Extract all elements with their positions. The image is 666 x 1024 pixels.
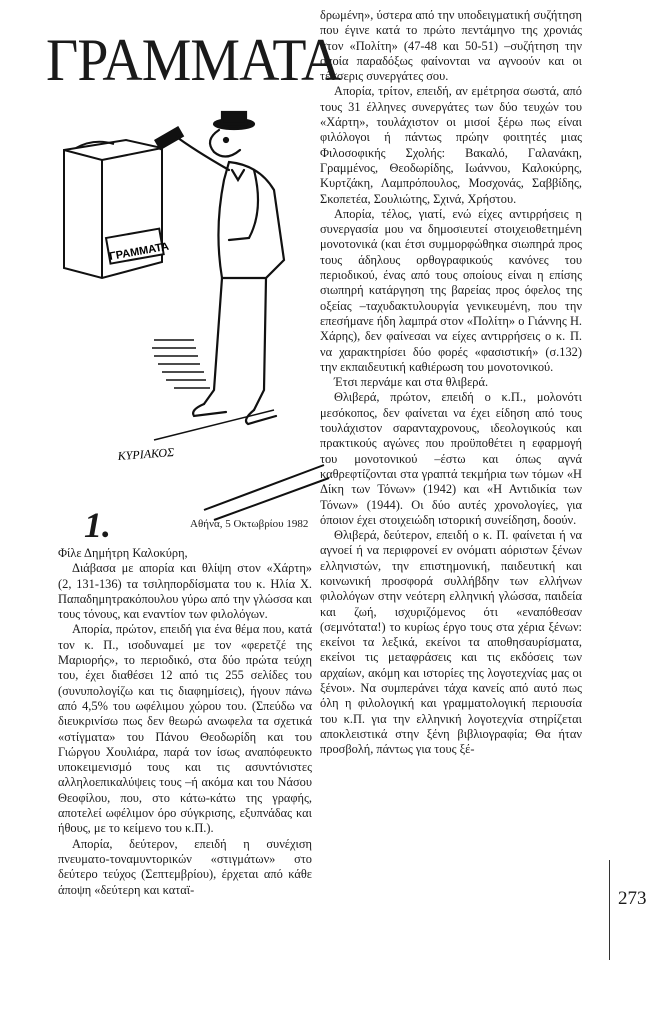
- letter-number: 1.: [84, 505, 111, 545]
- cartoon-illustration: [54, 110, 334, 540]
- shadow-hatching: [152, 340, 210, 388]
- page-number-rule: [609, 860, 610, 960]
- paragraph: Διάβασα με απορία και θλίψη στον «Χάρτη» (2, 131-136) τα τσιληπορδίσματα του κ. Ηλία Χ. Παπαδημητρακόπουλου γύρω από την γλώσσα και τους τόνους, και εναντίον των φιλολόγων.: [58, 561, 312, 622]
- paragraph: Απορία, δεύτερον, επειδή η συνέχιση πνευματο-τοναμυντορικών «στιγμάτων» στο δεύτερο τεύχος (Σεπτεμβρίου), έρχεται από κάθε άποψη «δεύτερη και καταϊ-: [58, 836, 312, 897]
- paragraph: Απορία, τρίτον, επειδή, αν εμέτρησα σωστά, από τους 31 έλληνες συνεργάτες των δύο τευχών του «Χάρτη», τουλάχιστον οι μισοί ξέρω πως είναι φιλόλογοι ή πάντως πρώην φοιτητές μιας Φιλοσοφικής Σχολής: Βακαλό, Γαλανάκη, Γραμμένος, Θεοδωρίδης, Ιωάννου, Καλοκύρης, Κυρτζάκη, Λαμπρόπουλος, Μοσχονάς, Σαββίδης, Σκοπετέα, Σουλιώτης, Σχινά, Χρήστου.: [320, 84, 582, 206]
- page-number: 273: [618, 888, 647, 909]
- salutation: Φίλε Δημήτρη Καλοκύρη,: [58, 546, 188, 560]
- paragraph: Απορία, τέλος, γιατί, ενώ είχες αντιρρήσεις η συνεργασία μου να δημοσιευτεί στοιχειοθετημένη μονοτονικά (και έτσι συμμορφώθηκα σιωπηρά προς τους άδηλους ορθογραφικούς κανόνες του περιοδικού, ένας από τους οποίους είναι η επίσης σιωπηρή κατάργηση της βαρείας προς όφελος της οξείας –ταχυδακτυλουργία γενικευμένη, που την επεσήμανε ήδη λαμπρά στον «Πολίτη» ο Γιάννης Η. Χάρης), δεν φαίνεσαι να είχες αντιρρήσεις ο κ. Π. να χαρακτηρίσει δύο φορές «φασιστική» (σ.132) την εκπαιδευτική καθιέρωση του μονοτονικού.: [320, 206, 582, 374]
- mailbox-label: ΓΡΑΜΜΑΤΑ: [108, 240, 170, 263]
- man-figure: [174, 112, 284, 424]
- letter-dateline: Αθήνα, 5 Οκτωβρίου 1982: [190, 518, 309, 530]
- section-title: ΓΡΑΜΜΑΤΑ: [46, 27, 341, 93]
- right-column: [320, 8, 582, 758]
- artist-signature: ΚΥΡΙΑΚΟΣ: [117, 445, 175, 463]
- paragraph: Απορία, πρώτον, επειδή για ένα θέμα που, κατά τον κ. Π., ισοδυναμεί με τον «φερετζέ της Μαριορής», το περιοδικό, στα δύο πρώτα τεύχη του, έχει διαθέσει 12 από τις 255 σελίδες του (συνυπολογίζω και τις διαφημίσεις), ήγουν πάνω από 4,5% του ωφέλιμου χώρου του. (Σπεύδω να διευκρινίσω πως δεν θεωρώ ανωφελα τα σχετικά «στίγματα» του Πάνου Θεοδωρίδη και του Γιώργου Χουλιάρα, παρά τον ίσως αναπόφευκτο υποκειμενισμό τους και τις ασυντόνιστες αλληλοεπικαλύψεις τους –ή ακόμα και του Νάσου Θεοφίλου, που, στο κάτω-κάτω της γραφής, αποτελεί ωφέλιμον όρο σύγκρισης, εξυπνάδας και ήθους, με το κείμενο του κ.Π.).: [58, 622, 312, 836]
- left-column: [58, 546, 312, 898]
- paragraph: Έτσι περνάμε και στα θλιβερά.: [334, 375, 489, 390]
- paragraph: δρωμένη», ύστερα από την υποδειγματική συζήτηση που έγινε κατά το πρώτο πεντάμηνο της χρονιάς στον «Πολίτη» (47-48 και 50-51) –συζήτηση την οποία παραδόξως φαίνονται να αγνοούν και οι τέσσερις συνεργάτες σου.: [320, 8, 582, 84]
- paragraph: Θλιβερά, δεύτερον, επειδή ο κ. Π. φαίνεται ή να αγνοεί ή να περιφρονεί εν ονόματι αόριστων ξένων ελληνιστών, την επιστημονική, παιδευτική και κοινωνική προσφορά συλλήβδην των ελλήνων φιλολόγων στην νεότερη ελληνική γλώσσα, παιδεία και ζωή, ισχυριζόμενος ότι «εναπόθεσαν (σεμνότατα!) το κυρίως έργο τους στα χέρια ξένων: εκείνοι τα λεξικά, εκείνοι τα αποθησαυρίσματα, εκείνοι τις μεταφράσεις και τις εκδόσεις των αρχαίων, ακόμη και ιστορίες της λογοτεχνίας μας οι ξένοι». Να συμπεράνει τάχα κανείς από αυτό πως όλη η φιλολογική και γραμματολογική περιουσία του κ.Π. για την ελληνική λογοτεχνία στηρίζεται αποκλειστικά στην ξένη βιβλιογραφία; Θα ήταν προσβολή, πάντως για τους ξέ-: [320, 528, 582, 757]
- paragraph: Θλιβερά, πρώτον, επειδή ο κ.Π., μολονότι μεσόκοπος, δεν φαίνεται να έχει είδηση από τους τουλάχιστον σαρανταχρονους, ιδεολογικούς και πρακτικούς αγώνες που προϋποθέτει η εφαρμογή του μονοτονικού –έστω και όπως αγνά καθρεφτίζονται στα γραπτά τεκμήρια των τόμων «Η Δίκη των Τόνων» (1942) και «Η Αντιδικία των Τόνων» (1944). Οι δύο αυτές χρονολογίες, για όποιον έχει στοιχειώδη ιστορική συνείδηση, δοούν.: [320, 390, 582, 527]
